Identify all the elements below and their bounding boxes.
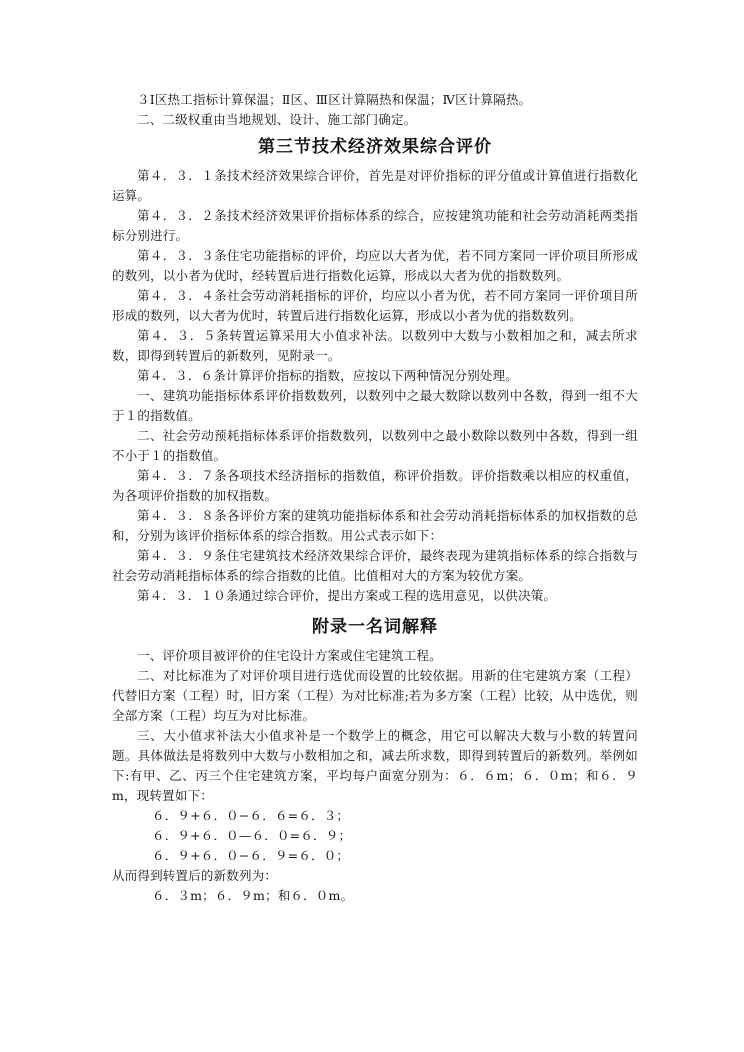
paragraph-4-3-6-item-2: 二、社会劳动预耗指标体系评价指数数列，以数列中之最小数除以数列中各数，得到一组不小于１的指数值。 [112, 428, 638, 463]
section-title: 第三节技术经济效果综合评价 [258, 137, 492, 157]
definition-complement-method: 三、大小值求补法大小值求补是一个数学上的概念，用它可以解决大数与小数的转置问题。具体做法是将数列中大数与小数相加之和，减去所求数，即得到转置后的新数列。举例如下:有甲、乙、丙三个住宅建筑方案，平均每户面宽分别为：６．６m；６．０m；和６．９m，现转置如下： [112, 728, 638, 803]
paragraph-4-3-2: 第４．３．２条技术经济效果评价指标体系的综合，应按建筑功能和社会劳动消耗两类指标分别进行。 [112, 208, 638, 243]
paragraph-4-3-9: 第４．３．９条住宅建筑技术经济效果综合评价，最终表现为建筑指标体系的综合指数与社会劳动消耗指标体系的综合指数的比值。比值相对大的方案为较优方案。 [112, 548, 638, 583]
paragraph-4-3-3: 第４．３．３条住宅功能指标的评价，均应以大者为优，若不同方案同一评价项目所形成的数列，以小者为优时，经转置后进行指数化运算，形成以大者为优的指数数列。 [112, 248, 638, 283]
calc-line: ６．９+６．０—６．０=６．９； [152, 828, 352, 843]
definition-evaluation-item: 一、评价项目被评价的住宅设计方案或住宅建筑工程。 [137, 648, 442, 663]
definition-comparison-standard: 二、对比标准为了对评价项目进行选优而设置的比较依据。用新的住宅建筑方案（工程）代替旧方案（工程）时，旧方案（工程）为对比标准;若为多方案（工程）比较，从中选优，则全部方案（工程）均互为对比标准。 [112, 668, 638, 723]
paragraph-thermal-zones: ３Ⅰ区热工指标计算保温；Ⅱ区、Ⅲ区计算隔热和保温；Ⅳ区计算隔热。 [137, 92, 532, 107]
paragraph-4-3-1: 第４．３．１条技术经济效果综合评价，首先是对评价指标的评分值或计算值进行指数化运算。 [112, 168, 638, 203]
document-page [112, 90, 638, 906]
calc-line: ６．９+６．０−６．６=６．３； [152, 808, 350, 823]
result-line: ６．３m；６．９m；和６．０m。 [152, 888, 354, 903]
paragraph-4-3-6-item-1: 一、建筑功能指标体系评价指数数列，以数列中之最大数除以数列中各数，得到一组不大于１的指数值。 [112, 388, 638, 423]
calc-line: ６．９+６．０−６．９=６．０； [152, 848, 350, 863]
paragraph-4-3-7: 第４．３．７条各项技术经济指标的指数值，称评价指数。评价指数乘以相应的权重值，为各项评价指数的加权指数。 [112, 468, 638, 503]
paragraph-4-3-10: 第４．３．１０条通过综合评价，提出方案或工程的选用意见，以供决策。 [137, 588, 557, 603]
result-intro: 从而得到转置后的新数列为： [112, 868, 278, 883]
paragraph-4-3-8: 第４．３．８条各评价方案的建筑功能指标体系和社会劳动消耗指标体系的加权指数的总和，分别为该评价指标体系的综合指数。用公式表示如下： [112, 508, 638, 543]
paragraph-secondary-weights: 二、二级权重由当地规划、设计、施工部门确定。 [137, 112, 417, 127]
paragraph-4-3-6: 第４．３．６条计算评价指标的指数，应按以下两种情况分别处理。 [137, 368, 519, 383]
paragraph-4-3-5: 第４．３．５条转置运算采用大小值求补法。以数列中大数与小数相加之和，减去所求数，即得到转置后的新数列，见附录一。 [112, 328, 638, 363]
paragraph-4-3-4: 第４．３．４条社会劳动消耗指标的评价，均应以小者为优，若不同方案同一评价项目所形成的数列，以大者为优时，转置后进行指数化运算，形成以小者为优的指数数列。 [112, 288, 638, 323]
appendix-title: 附录一名词解释 [312, 617, 438, 637]
